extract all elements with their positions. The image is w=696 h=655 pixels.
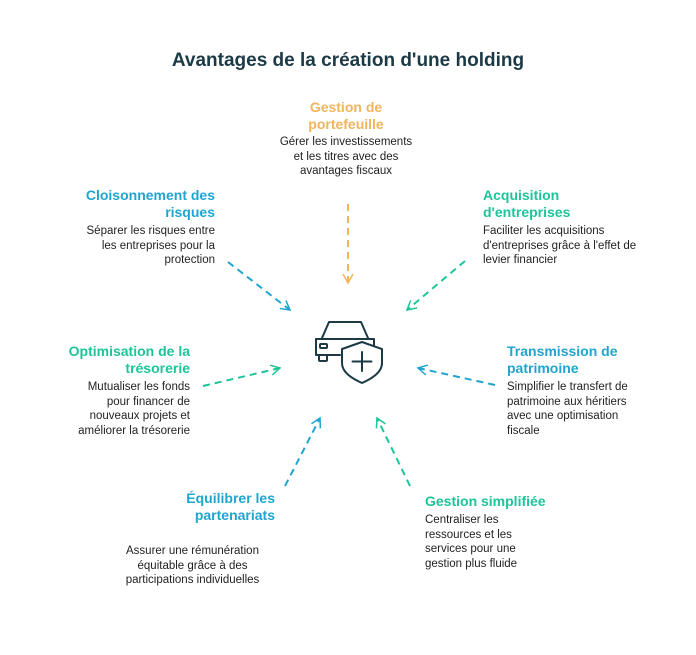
arrow-acquisition (407, 261, 465, 310)
arrow-partenariats (285, 418, 320, 486)
arrow-gestion-simplifiee (377, 418, 410, 486)
node-description: Mutualiser les fonds pour financer de nouveaux projets et améliorer la trésorerie (78, 381, 190, 437)
node-description: Séparer les risques entre les entreprises pour la protection (86, 225, 215, 266)
car-shield-icon (316, 322, 382, 383)
node-title: Acquisition d'entreprises (483, 187, 571, 220)
node-description: Faciliter les acquisitions d'entreprises grâce à l'effet de levier financier (483, 225, 637, 266)
node-title: Gestion de portefeuille (308, 99, 384, 132)
node-title: Optimisation de la trésorerie (68, 343, 190, 376)
node-title: Cloisonnement des risques (85, 187, 215, 220)
node-description: Centraliser les ressources et les services pour une gestion plus fluide (425, 514, 518, 570)
node-title: Transmission de patrimoine (507, 343, 618, 376)
arrow-tresorerie (203, 368, 280, 386)
node-title: Équilibrer les partenariats (186, 490, 275, 523)
arrow-transmission (418, 368, 495, 385)
node-description: Gérer les investissements et les titres avec des avantages fiscaux (279, 136, 413, 177)
arrow-risques (228, 262, 290, 310)
node-description: Simplifier le transfert de patrimoine aux héritiers avec une optimisation fiscale (507, 381, 628, 437)
node-description: Assurer une rémunération équitable grâce à des participations individuelles (125, 545, 260, 586)
node-title: Gestion simplifiée (425, 493, 546, 509)
diagram-title: Avantages de la création d'une holding (171, 50, 525, 71)
